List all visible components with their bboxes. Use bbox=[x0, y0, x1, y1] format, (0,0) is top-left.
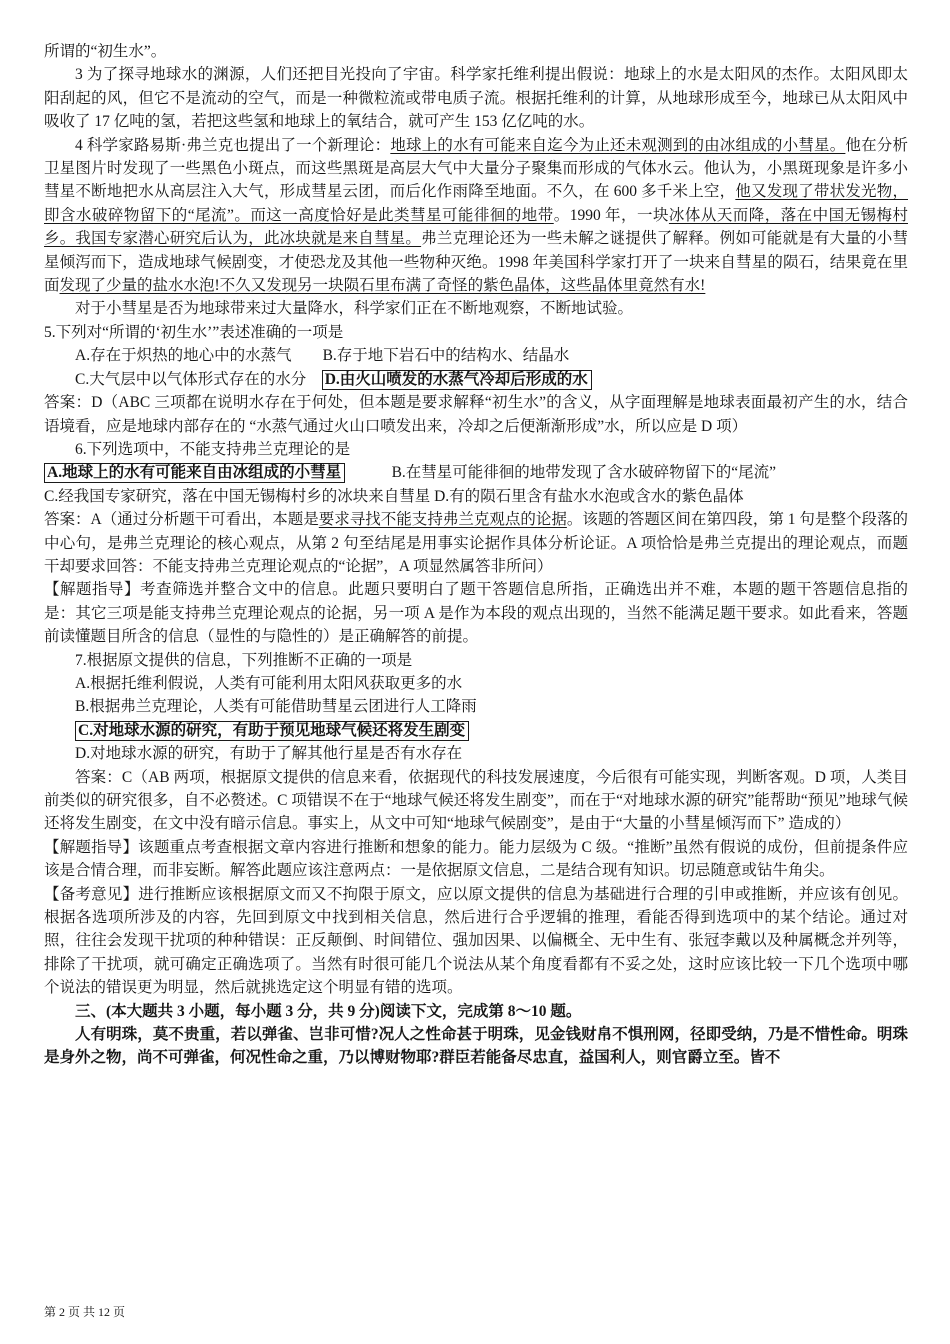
text-segment: B.在彗星可能徘徊的地带发现了含水破碎物留下的“尾流” bbox=[345, 464, 777, 482]
text-segment: 【解题指导】该题重点考查根据文章内容进行推断和想象的能力。能力层级为 C 级。“推断”虽然有假说的成份，但前提条件应该是合情合理，而非妄断。解答此题应该注意两点：一是依据原文信息，二是结合现有知识。切忌随意或钻牛角尖。 bbox=[44, 838, 908, 880]
text-segment: C.大气层中以气体形式存在的水分 bbox=[75, 370, 322, 388]
boxed-correct-option: C.对地球水源的研究，有助于预见地球气候还将发生剧变 bbox=[75, 721, 469, 741]
text-segment: 人有明珠，莫不贵重，若以弹雀、岂非可惜?况人之性命甚于明珠，见金钱财帛不惧刑网，径即受纳，乃是不惜性命。明珠是身外之物，尚不可弹雀，何况性命之重，乃以博财物耶?群臣若能备尽忠直，益国利人，则官爵立至。皆不 bbox=[44, 1026, 908, 1067]
text-segment: A.根据托维利假说，人类有可能利用太阳风获取更多的水 bbox=[75, 674, 463, 692]
text-segment: 。该题的答题区间在第四段，第 1 句是整个段落的中心句，是弗兰克理论的核心观点，从第 2 句至结尾是用事实论据作具体分析论证。A 项恰恰是弗兰克提出的理论观点，而题干却要求回答：不能支持弗兰克理论观点的“论据”，A 项显然属答非所问） bbox=[44, 511, 908, 575]
passage-paragraph-3-solar-wind bbox=[44, 63, 908, 133]
question-6-stem bbox=[44, 438, 908, 461]
question-7-option-b bbox=[44, 695, 908, 718]
underlined-text-segment: 地球上的水有可能来自迄今为止还未观测到的由冰组成的小彗星。 bbox=[390, 136, 846, 154]
underlined-text-segment: 要求寻找不能支持弗兰克观点的论据 bbox=[318, 511, 567, 529]
text-segment: 7.根据原文提供的信息，下列推断不正确的一项是 bbox=[75, 651, 413, 669]
document-body bbox=[44, 40, 908, 1070]
text-segment: 所谓的“初生水”。 bbox=[44, 43, 167, 60]
question-7-stem bbox=[44, 649, 908, 672]
passage-continuation bbox=[44, 40, 908, 63]
text-segment: 3 为了探寻地球水的渊源，人们还把目光投向了宇宙。科学家托维利提出假说：地球上的水是太阳风的杰作。太阳风即太阳刮起的风，但它不是流动的空气，而是一种微粒流或带电质子流。根据托维利的计算，从地球形成至今，地球已从太阳风中吸收了 17 亿吨的氢，若把这些氢和地球上的氧结合，就可产生 153 亿亿吨的水。 bbox=[44, 66, 908, 131]
text-segment: 答案：D（ABC 三项都在说明水存在于何处，但本题是要求解释“初生水”的含义，从字面理解是地球表面最初产生的水，结合语境看，应是地球内部存在的 “水蒸气通过火山口喷发出来，冷却之后便渐渐形成”水，所以应是 D 项） bbox=[44, 394, 908, 435]
question-5-options-ab bbox=[44, 344, 908, 367]
text-segment: 6.下列选项中，不能支持弗兰克理论的是 bbox=[75, 440, 351, 458]
text-segment: 【备考意见】进行推断应该根据原文而又不拘限于原文，应以原文提供的信息为基础进行合理的引申或推断，并应该有创见。根据各选项所涉及的内容，先回到原文中找到相关信息，然后进行合乎逻辑的推理，看能否得到选项中的某个结论。通过对照，往往会发现干扰项的种种错误：正反颠倒、时间错位、强加因果、以偏概全、无中生有、张冠李戴以及种属概念并列等，排除了干扰项，就可确定正确选项了。当然有时很可能几个说法从某个角度看都有不妥之处，这时应该比较一下几个选项中哪个说法的错误更为明显，然后就挑选定这个明显有错的选项。 bbox=[44, 885, 908, 997]
boxed-correct-option: A.地球上的水有可能来自由冰组成的小彗星 bbox=[44, 463, 345, 483]
tip-question-6 bbox=[44, 578, 908, 648]
text-segment: C.经我国专家研究，落在中国无锡梅村乡的冰块来自彗星 D.有的陨石里含有盐水水泡或含水的紫色晶体 bbox=[44, 487, 744, 505]
text-segment: 答案：C（AB 两项，根据原文提供的信息来看，依据现代的科技发展速度，今后很有可能实现，判断客观。D 项，人类目前类似的研究很多，自不必赘述。C 项错误不在于“地球气候还将发生剧变”，而在于“对地球水源的研究”能帮助“预见”地球气候还将发生剧变，在文中没有暗示信息。事实上，从文中可知“地球气候剧变”，是由于“大量的小彗星倾泻而下” 造成的） bbox=[44, 768, 908, 833]
prep-advice bbox=[44, 883, 908, 1000]
answer-5 bbox=[44, 391, 908, 438]
passage-mingzhu bbox=[44, 1023, 908, 1070]
answer-7 bbox=[44, 766, 908, 836]
text-segment: 他在分析卫星图片时发现了一些黑色小斑点，而这些黑斑是高层大气中大量分子聚集而形成的气体水云。他认为，小黑斑现象是许多小彗星不断地把水从高层注入大气，形成彗星云团，而后化作雨降至地面。不久，在 600 多千米上空， bbox=[44, 136, 908, 201]
question-7-option-c bbox=[44, 719, 908, 742]
question-6-options-ab bbox=[44, 461, 908, 484]
page-number-footer: 第 2 页 共 12 页 bbox=[44, 1304, 126, 1319]
question-5-options-cd bbox=[44, 368, 908, 391]
text-segment: 5.下列对“所谓的‘初生水’”表述准确的一项是 bbox=[44, 323, 344, 341]
text-segment: 4 科学家路易斯·弗兰克也提出了一个新理论： bbox=[75, 136, 391, 154]
passage-paragraph-4-frank-theory bbox=[44, 134, 908, 298]
text-segment: 答案：A（通过分析题干可看出，本题是 bbox=[44, 511, 319, 529]
answer-6 bbox=[44, 508, 908, 578]
text-segment: 对于小彗星是否为地球带来过大量降水，科学家们正在不断地观察，不断地试验。 bbox=[75, 300, 634, 318]
text-segment: B.根据弗兰克理论，人类有可能借助彗星云团进行人工降雨 bbox=[75, 698, 477, 716]
boxed-correct-option: D.由火山喷发的水蒸气冷却后形成的水 bbox=[322, 370, 592, 390]
text-segment: 【解题指导】考查筛选并整合文中的信息。此题只要明白了题干答题信息所指，正确选出并不难，本题的题干答题信息指的是：其它三项是能支持弗兰克理论观点的论据，另一项 A 是作为本段的观点出现的，当然不能满足题干要求。如此看来，答题前读懂题目所含的信息（显性的与隐性的）是正确解答的前提。 bbox=[44, 581, 908, 646]
text-segment: D.对地球水源的研究，有助于了解其他行星是否有水存在 bbox=[75, 745, 463, 763]
passage-paragraph-5-conclusion bbox=[44, 297, 908, 320]
section-3-heading bbox=[44, 1000, 908, 1023]
underlined-text-segment: 发现了少量的盐水水泡!不久又发现另一块陨石里布满了奇怪的紫色晶体，这些晶体里竟然有水! bbox=[59, 277, 706, 295]
text-segment: 三、(本大题共 3 小题，每小题 3 分，共 9 分)阅读下文，完成第 8～10 题。 bbox=[75, 1002, 582, 1020]
text-segment: 弗兰克理论还为一些未解之谜提供了解释。例如可能就是有大量的小彗星倾泻而下，造成地球气候剧变，才使恐龙及其他一些物种灭绝。1998 年美国科学家打开了一块来自彗星的陨石，结果竟在里面 bbox=[44, 230, 908, 295]
question-7-option-d bbox=[44, 742, 908, 765]
tip-question-7 bbox=[44, 836, 908, 883]
question-6-options-cd bbox=[44, 485, 908, 508]
text-segment: 。1990 年，一块 bbox=[553, 206, 669, 224]
question-7-option-a bbox=[44, 672, 908, 695]
text-segment: A.存在于炽热的地心中的水蒸气 B.存于地下岩石中的结构水、结晶水 bbox=[75, 347, 570, 365]
underlined-text-segment: 他又发现了带状发光物，即含水破碎物留下的“尾流”。而这一高度恰好是此类彗星可能徘徊的地带 bbox=[44, 183, 908, 224]
underlined-text-segment: 冰体从天而降，落在中国无锡梅村乡。我国专家潜心研究后认为，此冰块就是来自彗星。 bbox=[44, 206, 908, 248]
question-5-stem bbox=[44, 321, 908, 344]
